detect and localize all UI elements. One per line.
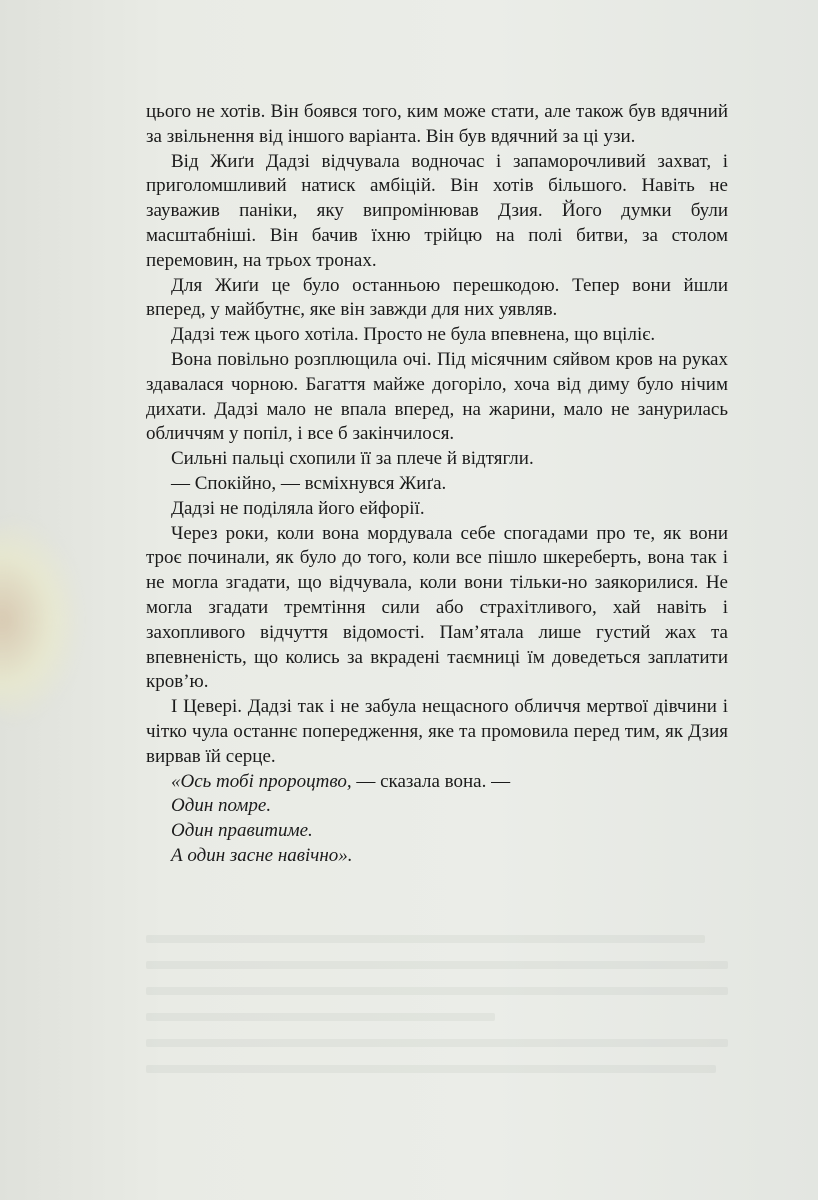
poem-line [171, 770, 728, 795]
paragraph: Вона повільно розплющила очі. Під місячним сяйвом кров на руках здавалася чорною. Багаття майже догоріло, хоча від диму було нічим дихати. Дадзі мало не впала вперед, на жарини, мало не занурилась обличчям у попіл, і все б закінчилося. [146, 348, 728, 445]
page-text [146, 100, 728, 869]
paragraph: Через роки, коли вона мордувала себе спогадами про те, як вони троє починали, як було до того, коли все пішло шкереберть, вона так і не могла згадати, що відчувала, коли вони тільки-но заякорилися. Не могла згадати тремтіння сили або страхітливого, хай навіть і захопливого відчуття відомості. Пам’ятала лише густий жах та впевненість, що колись за вкрадені таємниці їм доведеться заплатити кров’ю. [146, 522, 728, 693]
dialogue-line: — Спокійно, — всміхнувся Жиґа. [171, 472, 447, 494]
paragraph: Дадзі не поділяла його ейфорії. [171, 497, 425, 519]
paragraph: Від Жиґи Дадзі відчувала водночас і запаморочливий захват, і приголомшливий натиск амбіцій. Він хотів більшого. Навіть не зауважив паніки, яку випромінював Дзия. Його думки були масштабніші. Він бачив їхню трійцю на полі битви, за столом перемовин, на трьох тронах. [146, 150, 728, 271]
paragraph: Дадзі теж цього хотіла. Просто не була впевнена, що вціліє. [171, 324, 656, 346]
paragraph: Для Жиґи це було останньою перешкодою. Тепер вони йшли вперед, у майбутнє, яке він завжди для них уявляв. [146, 274, 728, 321]
thumb-shadow [0, 520, 80, 720]
poem-line-attribution: — сказала вона. — [351, 770, 511, 792]
paragraph: цього не хотів. Він боявся того, ким може стати, але також був вдячний за звільнення від іншого варіанта. Він був вдячний за ці узи. [146, 101, 728, 147]
poem-line: Один правитиме. [171, 820, 313, 842]
paragraph: Сильні пальці схопили її за плече й відтягли. [171, 448, 534, 470]
poem-line: Один помре. [171, 795, 272, 817]
show-through-text [146, 935, 728, 1091]
paragraph: І Цевері. Дадзі так і не забула нещасного обличчя мертвої дівчини і чітко чула останнє попередження, яке та промовила перед тим, як Дзия вирвав їй серце. [146, 696, 728, 767]
prophecy-poem [171, 770, 728, 869]
poem-line-italic: «Ось тобі пророцтво, [171, 770, 352, 792]
poem-line: А один засне навічно». [171, 844, 353, 866]
